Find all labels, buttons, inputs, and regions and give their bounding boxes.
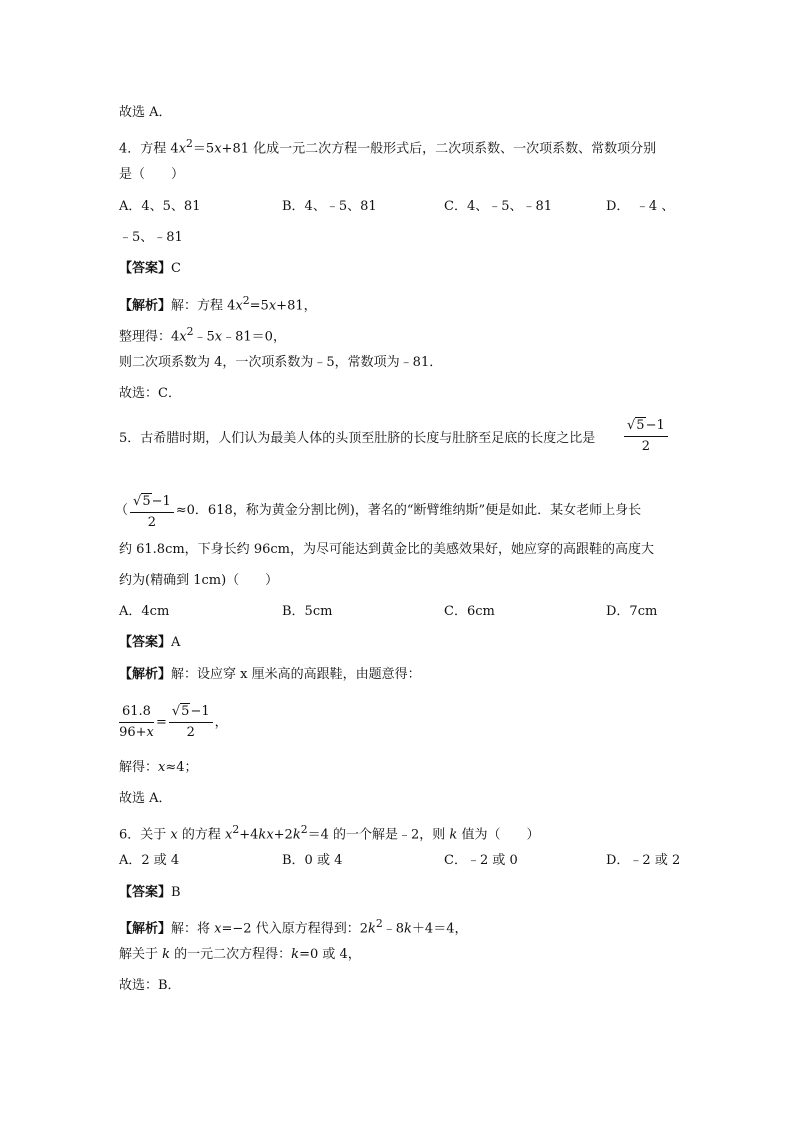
q3-conclusion: 故选 A． [119, 105, 172, 120]
q6-answer: 【答案】B [119, 885, 181, 900]
q4-option-d-cont: ﹣5、﹣81 [119, 230, 183, 245]
q5-option-c: C．6cm [444, 604, 495, 619]
q4-analysis: 【解析】解：方程 $4x^2=5x+81$， [119, 294, 317, 314]
q6-option-c: C．﹣2 或 0 [444, 853, 518, 868]
q5-option-b: B．5cm [282, 604, 333, 619]
q5-analysis: 【解析】解：设应穿 x 厘米高的高跟鞋，由题意得： [119, 667, 421, 682]
q4-conclusion: 故选：C． [119, 386, 181, 401]
q5-answer: 【答案】A [119, 635, 181, 650]
q5-equation: $\frac{61.8}{96+x}$ = $\frac{√5-1}{2}$ ， [119, 704, 228, 740]
q6-step-2: 解关于 k 的一元二次方程得：k=0 或 4， [119, 947, 361, 962]
q5-solution: 解得：x≈4； [119, 760, 198, 775]
q4-step-3: 则二次项系数为 4，一次项系数为﹣5，常数项为﹣81． [119, 355, 443, 370]
q4-option-d: D． ﹣4 、 [606, 199, 675, 214]
golden-ratio-fraction: $\frac{√5-1}{2}$ [622, 418, 670, 455]
q5-option-d: D．7cm [606, 604, 658, 619]
q5-stem-line2: （ $\frac{√5-1}{2}$ ≈0．618，称为黄金分割比例)，著名的“断臂维纳斯”便是如此．某女老师上身长 [115, 494, 642, 530]
q6-conclusion: 故选：B． [119, 978, 181, 993]
q6-option-b: B．0 或 4 [282, 853, 343, 868]
q4-option-a: A．4、5、81 [119, 199, 201, 214]
q6-option-a: A．2 或 4 [119, 853, 180, 868]
q5-stem-line4: 约为(精确到 1cm)（ ） [119, 573, 279, 588]
q5-stem-line3: 约 61.8cm，下身长约 96cm，为尽可能达到黄金比的美感效果好，她应穿的高跟鞋的高度大 [119, 542, 654, 557]
q6-analysis: 【解析】解：将 x=−2 代入原方程得到：$2k^2﹣8k+4=4$， [119, 917, 468, 937]
q4-step-2: 整理得：$4x^2﹣5x﹣81=0$， [119, 325, 286, 345]
q5-option-a: A．4cm [119, 604, 170, 619]
q4-stem: 4．方程 $4x^2=5x+81$ 化成一元二次方程一般形式后，二次项系数、一次项系数、常数项分别 [119, 137, 657, 157]
q4-answer: 【答案】C [119, 261, 181, 276]
q6-stem: 6．关于 x 的方程 $x^2+4kx+2k^2=4$ 的一个解是﹣2，则 k 值为（ ） [119, 823, 540, 843]
q5-stem: 5．古希腊时期，人们认为最美人体的头顶至肚脐的长度与肚脐至足底的长度之比是 [119, 431, 596, 446]
q4-option-b: B．4、﹣5、81 [282, 199, 377, 214]
q4-option-c: C．4、﹣5、﹣81 [444, 199, 553, 214]
q6-option-d: D．﹣2 或 2 [606, 853, 681, 868]
q4-stem-line2: 是（ ） [119, 167, 185, 182]
q5-conclusion: 故选 A． [119, 791, 172, 806]
